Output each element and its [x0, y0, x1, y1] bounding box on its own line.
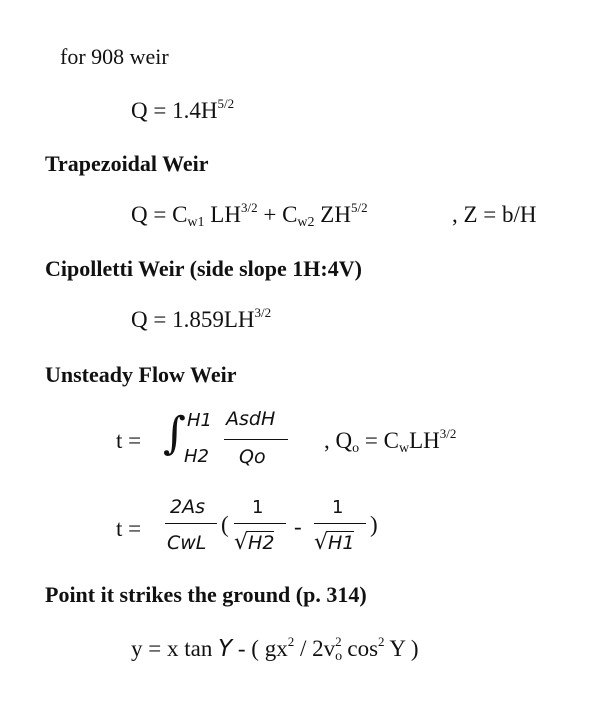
- trap-sub-w2: w2: [297, 215, 315, 230]
- weir-908-exponent: 5/2: [217, 96, 235, 111]
- sqrt-icon: √: [314, 530, 329, 555]
- weir-908-equation: [131, 98, 234, 124]
- cipolletti-weir-heading: Cipolletti Weir (side slope 1H:4V): [45, 256, 362, 281]
- integral-sign: ∫: [163, 408, 186, 459]
- t-equals-2: t =: [116, 516, 142, 541]
- strike-ground-heading: Point it strikes the ground (p. 314): [45, 582, 367, 607]
- integrand-numerator: AsdH: [226, 408, 276, 430]
- q0-rest: LH: [409, 428, 440, 453]
- frac-cwl-denominator: CwL: [167, 532, 207, 554]
- traj-sub-o: o: [335, 649, 343, 664]
- sqrt-h2-radicand: H2: [248, 532, 275, 554]
- trap-exp2: 5/2: [350, 200, 368, 215]
- trap-q: Q = C: [131, 202, 188, 227]
- cip-q: Q = 1.859LH: [131, 307, 255, 332]
- sqrt-h2: [234, 530, 274, 555]
- integral-upper-limit: H1: [187, 410, 212, 431]
- trapezoidal-weir-heading: Trapezoidal Weir: [45, 151, 209, 176]
- trajectory-equation: [131, 636, 419, 662]
- frac-h1-bar: [314, 523, 366, 524]
- unsteady-flow-heading: Unsteady Flow Weir: [45, 362, 237, 387]
- one-a: 1: [252, 497, 264, 518]
- sqrt-h1: [314, 530, 354, 555]
- trap-term1: LH: [204, 202, 241, 227]
- integrand-denominator: Qo: [239, 446, 266, 468]
- traj-exp3: 2: [378, 634, 385, 649]
- q0-equation: [324, 428, 456, 454]
- trap-sub-w1: w1: [187, 215, 205, 230]
- close-paren: ): [370, 512, 378, 537]
- q0-lhs: , Q: [324, 428, 353, 453]
- sqrt-icon: √: [234, 530, 249, 555]
- integrand-fraction-bar: [224, 439, 288, 440]
- trapezoidal-equation: [131, 202, 368, 228]
- frac-h2-bar: [234, 523, 286, 524]
- q0-sub-w: w: [398, 441, 410, 456]
- traj-exp1: 2: [287, 634, 295, 649]
- weir-908-lhs: Q = 1.4H: [131, 98, 218, 123]
- traj-c: / 2v: [294, 636, 336, 661]
- q0-exp: 3/2: [439, 426, 457, 441]
- traj-a: y = x tan: [131, 636, 219, 661]
- open-paren: (: [221, 512, 229, 537]
- traj-angle-y: Y: [218, 636, 233, 662]
- one-b: 1: [332, 497, 344, 518]
- trap-exp1: 3/2: [240, 200, 258, 215]
- trapezoidal-z-note: , Z = b/H: [452, 202, 537, 227]
- q0-sub: o: [352, 441, 360, 456]
- minus-sign: -: [294, 514, 302, 539]
- traj-f: Y ): [384, 636, 419, 661]
- integral-lower-limit: H2: [184, 446, 209, 467]
- q0-eq: = C: [359, 428, 399, 453]
- trap-term2: ZH: [314, 202, 351, 227]
- traj-d: cos: [341, 636, 379, 661]
- cipolletti-equation: [131, 307, 271, 333]
- cip-exp: 3/2: [254, 305, 272, 320]
- intro-text: for 908 weir: [60, 44, 169, 69]
- sqrt-h1-radicand: H1: [328, 532, 355, 554]
- traj-exp2: 2: [335, 634, 342, 649]
- traj-b: - ( gx: [232, 636, 288, 661]
- frac-2as-numerator: 2As: [170, 496, 205, 518]
- t-equals-1: t =: [116, 428, 142, 453]
- trap-plus: + C: [257, 202, 298, 227]
- frac-2as-bar: [165, 523, 217, 524]
